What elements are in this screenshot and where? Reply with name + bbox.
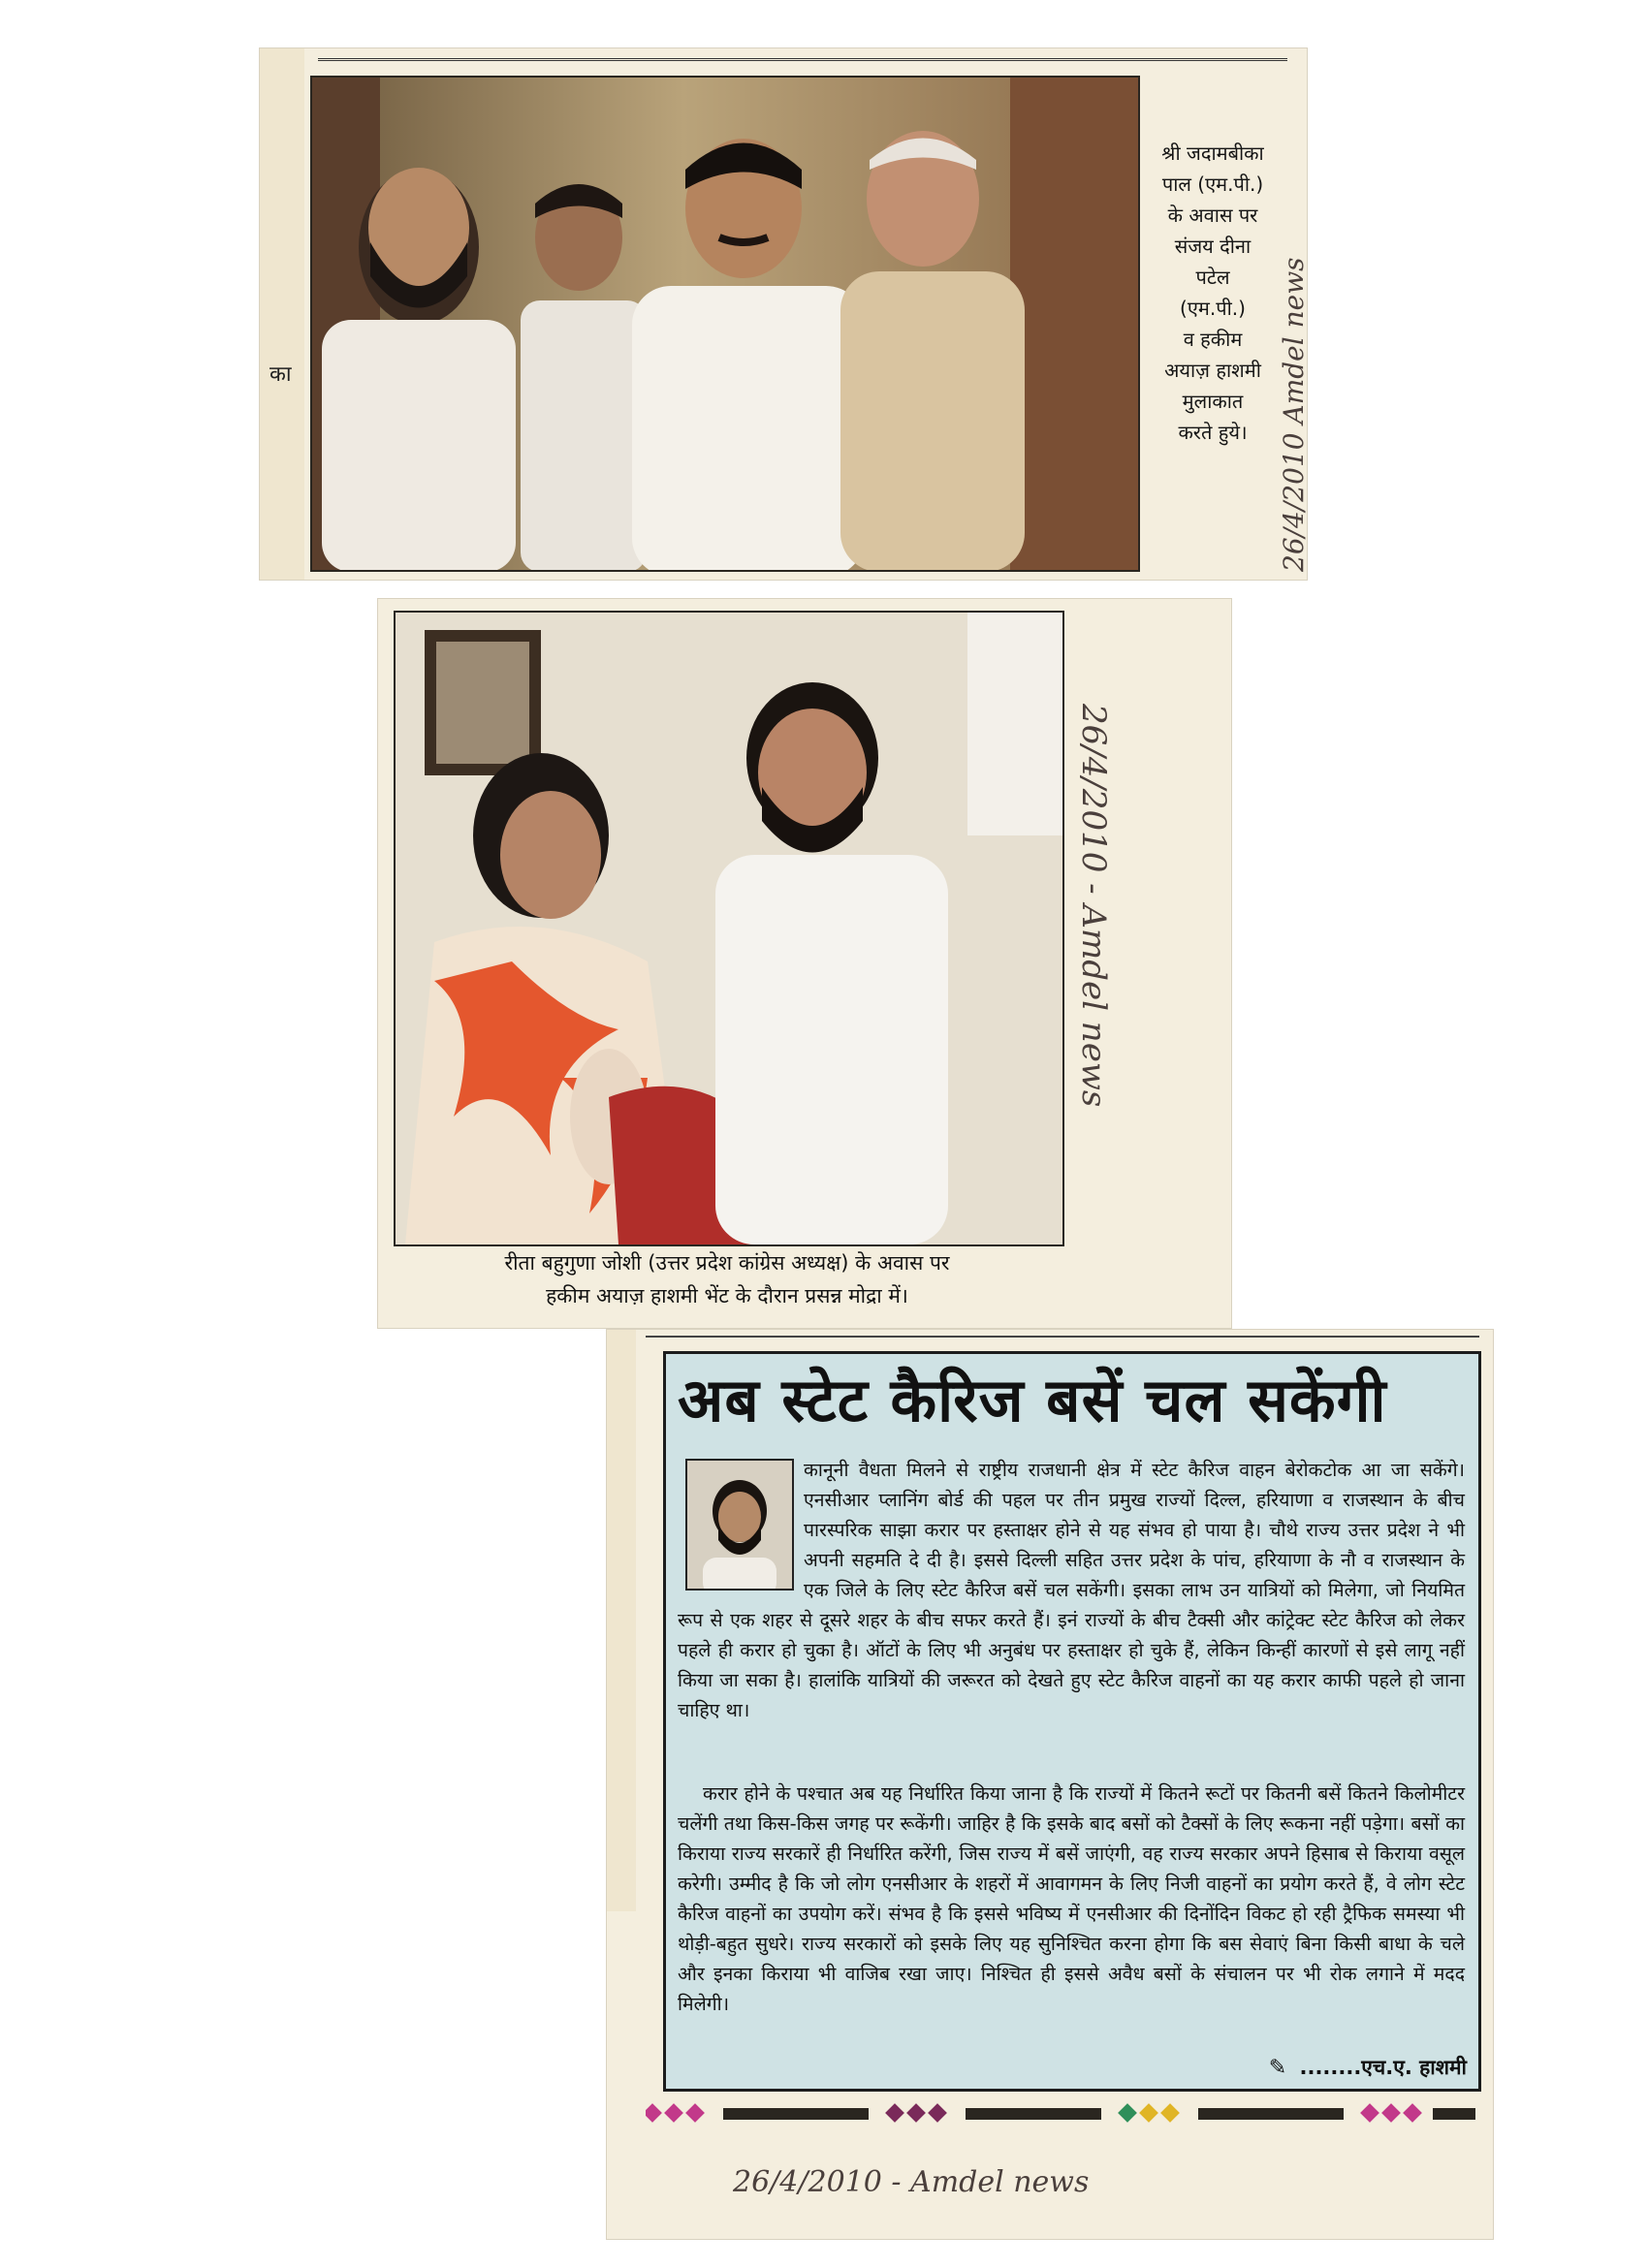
caption-line: हकीम अयाज़ हाशमी भेंट के दौरान प्रसन्न मोद्रा में। [546,1284,908,1307]
photo-1-caption [1140,138,1285,448]
meeting-photo-2-image [396,613,1062,1244]
article-headline: अब स्टेट कैरिज बसें चल सकेंगी [678,1365,1387,1435]
edge-text-fragment: का [269,362,292,387]
caption-line: पाल (एम.पी.) [1161,173,1264,196]
caption-line: (एम.पी.) [1180,297,1246,320]
article-author [1269,2054,1467,2081]
caption-line: श्री जदामबीका [1161,142,1264,165]
meeting-photo-2 [394,611,1064,1246]
author-name: ........एच.ए. हाशमी [1299,2056,1467,2079]
caption-line: रीता बहुगुणा जोशी (उत्तर प्रदेश कांग्रेस अध्यक्ष) के अवास पर [504,1251,950,1275]
clipping-3 [607,1330,1493,2239]
caption-line: मुलाकात [1182,390,1244,413]
caption-line: अयाज़ हाशमी [1164,359,1261,382]
clipping-3-rule [646,1330,1479,1338]
caption-line: व हकीम [1183,328,1243,351]
caption-line: करते हुये। [1178,421,1248,444]
handwritten-date-note-1: 26/4/2010 Amdel news [1278,257,1310,572]
clipping-1 [260,48,1310,580]
caption-line: पटेल [1195,266,1230,289]
article-paragraph-2: करार होने के पश्चात अब यह निर्धारित किया जाना है कि राज्यों में कितने रूटों पर कितनी बसें कितने किलोमीटर चलेंगी तथा किस-किस जगह पर रूकेंगी। जाहिर है कि इसके बाद बसों को टैक्सों के लिए रूकना नहीं पड़ेगा। बसों का किराया राज्य सरकारें ही निर्धारित करेंगी, जिस राज्य में बसें जाएंगी, वह राज्य सरकार अपने हिसाब से किराया वसूल करेगी। उम्मीद है कि जो लोग एनसीआर के शहरों में आवागमन के लिए निजी वाहनों का प्रयोग करते हैं, वे लोग स्टेट कैरिज वाहनों का उपयोग करें। संभव है कि इससे भविष्य में एनसीआर की दिनोंदिन विकट हो रही ट्रैफिक समस्या भी थोड़ी-बहुत सुधरे। राज्य सरकारों को इसके लिए यह सुनिश्चित करना होगा कि बस सेवाएं बिना किसी बाधा के चले और इनका किराया भी वाजिब रखा जाए। निश्चित ही इससे अवैध बसों के संचालन पर भी रोक लगाने में मदद मिलेगी। [678,1782,1465,2015]
clipping-2 [378,599,1231,1328]
handwritten-date-note-3: 26/4/2010 - Amdel news [733,2165,1090,2199]
decorative-pattern [646,2103,1475,2125]
caption-line: संजय दीना [1174,235,1252,258]
meeting-photo-1-image [312,78,1138,570]
article-paragraph-1: कानूनी वैधता मिलने से राष्ट्रीय राजधानी क्षेत्र में स्टेट कैरिज वाहन बेरोकटोक आ जा सकेंगे। एनसीआर प्लानिंग बोर्ड की पहल पर तीन प्रमुख राज्यों दिल्ल, हरियाणा व राजस्थान के बीच पारस्परिक साझा करार पर हस्ताक्षर होने से यह संभव हो पाया है। चौथे राज्य उत्तर प्रदेश ने भी अपनी सहमति दे दी है। इससे दिल्ली सहित उत्तर प्रदेश के पांच, हरियाणा के नौ व राजस्थान के एक जिले के लिए स्टेट कैरिज बसें चल सकेंगी। इसका लाभ उन यात्रियों को मिलेगा, जो नियमित रूप से एक शहर से दूसरे शहर के बीच सफर करते हैं। इनं राज्यों के बीच टैक्सी और कांट्रेक्ट स्टेट कैरिज को लेकर पहले ही करार हो चुका है। ऑटों के लिए भी अनुबंध पर हस्ताक्षर हो चुके हैं, लेकिन किन्हीं कारणों से इसे लागू नहीं किया जा सका है। हालांकि यात्रियों की जरूरत को देखते हुए स्टेट कैरिज वाहनों का यह करार काफी पहले हो जाना चाहिए था। [678,1459,1465,1721]
pen-icon: ✎ [1268,2056,1287,2080]
photo-2-caption [394,1246,1061,1312]
meeting-photo-1 [310,76,1140,572]
article-body-2 [678,1779,1465,2019]
clipping-3-margin [607,1330,636,1911]
caption-line: के अवास पर [1167,204,1258,227]
photo-float-spacer [678,1455,804,1591]
editorial-article [663,1351,1481,2092]
handwritten-date-note-2: 26/4/2010 - Amdel news [1074,704,1113,1108]
clipping-1-margin [260,48,304,580]
article-body [678,1455,1465,1725]
decorative-border-strip [646,2103,1475,2125]
clipping-1-rule [318,48,1287,61]
